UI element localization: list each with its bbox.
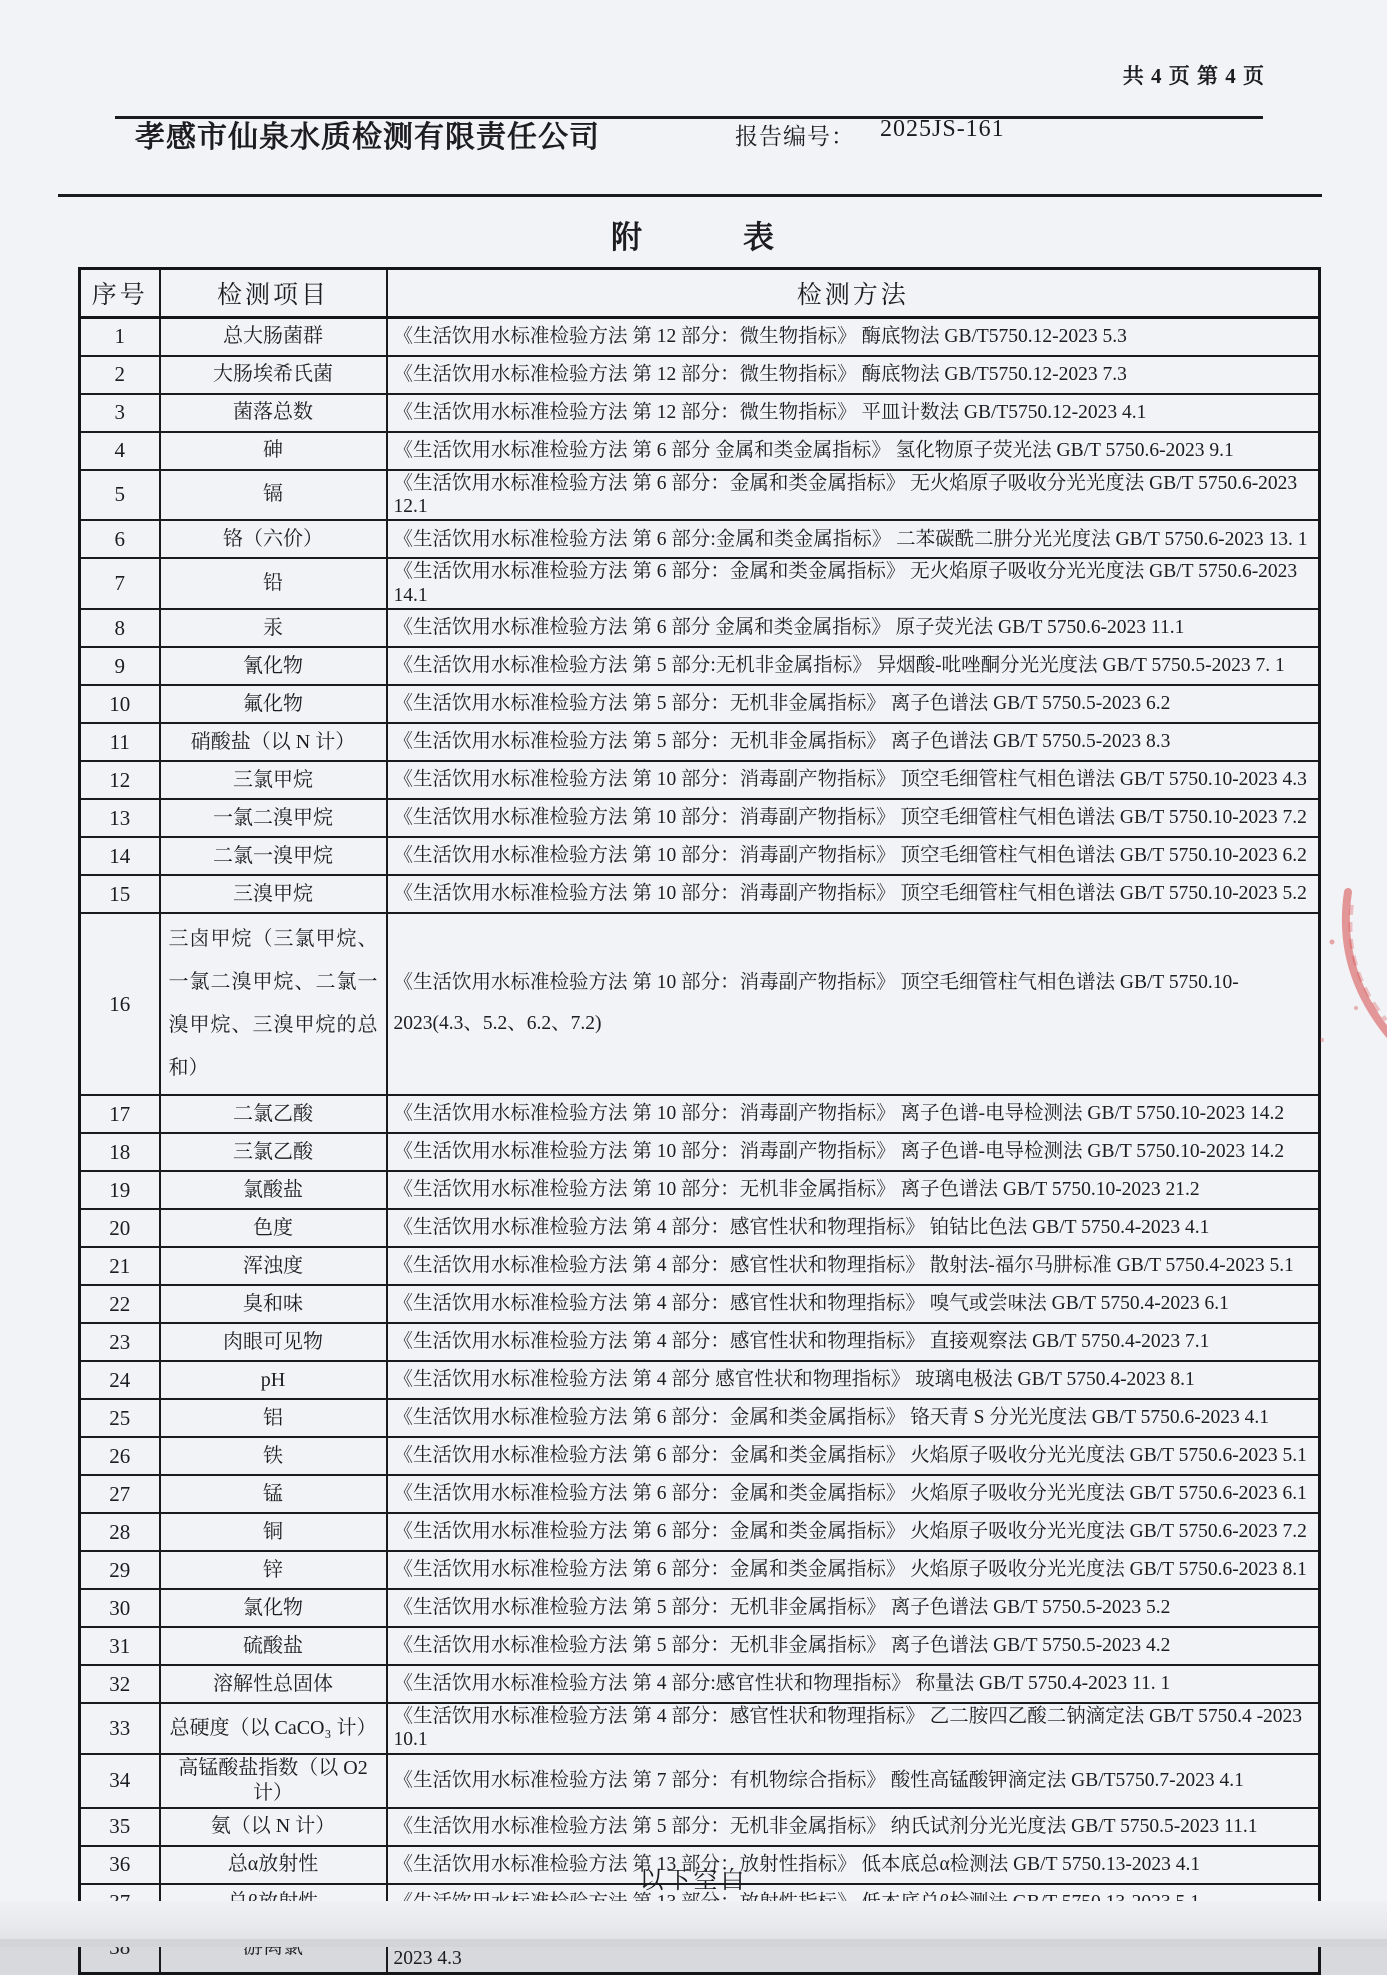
table-row — [80, 913, 1320, 1095]
row-seq-cell: 2 — [80, 356, 160, 394]
row-method-cell: 《生活饮用水标准检验方法 第 12 部分：微生物指标》 酶底物法 GB/T5750.12-2023 7.3 — [387, 356, 1320, 394]
row-item-cell: 铬（六价） — [160, 520, 387, 558]
row-method-cell: 《生活饮用水标准检验方法 第 4 部分：感官性状和物理指标》 直接观察法 GB/T 5750.4-2023 7.1 — [387, 1323, 1320, 1361]
row-method-cell: 《生活饮用水标准检验方法 第 5 部分：无机非金属指标》 纳氏试剂分光光度法 GB/T 5750.5-2023 11.1 — [387, 1808, 1320, 1846]
row-seq-cell: 10 — [80, 685, 160, 723]
row-seq-cell: 14 — [80, 837, 160, 875]
row-method-cell: 《生活饮用水标准检验方法 第 6 部分：金属和类金属指标》 火焰原子吸收分光光度法 GB/T 5750.6-2023 6.1 — [387, 1475, 1320, 1513]
row-seq-cell: 9 — [80, 647, 160, 685]
row-method-cell: 《生活饮用水标准检验方法 第 4 部分：感官性状和物理指标》 散射法-福尔马肼标准 GB/T 5750.4-2023 5.1 — [387, 1247, 1320, 1285]
row-method-cell: 《生活饮用水标准检验方法 第 6 部分 金属和类金属指标》 原子荧光法 GB/T 5750.6-2023 11.1 — [387, 609, 1320, 647]
row-seq-cell: 19 — [80, 1171, 160, 1209]
table-row — [80, 837, 1320, 875]
row-method-cell: 《生活饮用水标准检验方法 第 4 部分 感官性状和物理指标》 玻璃电极法 GB/T 5750.4-2023 8.1 — [387, 1361, 1320, 1399]
row-method-cell: 《生活饮用水标准检验方法 第 6 部分 金属和类金属指标》 氢化物原子荧光法 GB/T 5750.6-2023 9.1 — [387, 432, 1320, 470]
row-item-cell: 锌 — [160, 1551, 387, 1589]
row-method-cell: 《生活饮用水标准检验方法 第 4 部分：感官性状和物理指标》 铂钴比色法 GB/T 5750.4-2023 4.1 — [387, 1209, 1320, 1247]
row-seq-cell: 11 — [80, 723, 160, 761]
row-method-cell: 《生活饮用水标准检验方法 第 10 部分：消毒副产物指标》 顶空毛细管柱气相色谱法 GB/T 5750.10-2023 5.2 — [387, 875, 1320, 913]
row-method-cell: 2023 4.3 — [387, 1922, 1320, 1973]
row-item-cell: 硝酸盐（以 N 计） — [160, 723, 387, 761]
row-seq-cell: 4 — [80, 432, 160, 470]
row-method-cell: 《生活饮用水标准检验方法 第 5 部分：无机非金属指标》 离子色谱法 GB/T 5750.5-2023 4.2 — [387, 1627, 1320, 1665]
table-row — [80, 1551, 1320, 1589]
table-header-row — [80, 269, 1320, 318]
table-row — [80, 799, 1320, 837]
row-seq-cell: 31 — [80, 1627, 160, 1665]
table-row — [80, 1665, 1320, 1703]
row-item-cell: 臭和味 — [160, 1285, 387, 1323]
row-item-cell: 总大肠菌群 — [160, 318, 387, 356]
row-item-cell: 氰化物 — [160, 647, 387, 685]
row-item-cell: 镉 — [160, 470, 387, 521]
table-row — [80, 1808, 1320, 1846]
row-method-cell: 《生活饮用水标准检验方法 第 12 部分：微生物指标》 平皿计数法 GB/T5750.12-2023 4.1 — [387, 394, 1320, 432]
table-row — [80, 470, 1320, 521]
table-row — [80, 647, 1320, 685]
row-item-cell: 二氯一溴甲烷 — [160, 837, 387, 875]
table-row — [80, 1361, 1320, 1399]
table-row — [80, 1285, 1320, 1323]
scan-edge-line — [0, 1939, 1387, 1947]
row-seq-cell: 26 — [80, 1437, 160, 1475]
row-seq-cell: 1 — [80, 318, 160, 356]
row-seq-cell: 28 — [80, 1513, 160, 1551]
row-item-cell: 汞 — [160, 609, 387, 647]
row-item-cell: 高锰酸盐指数（以 O2 计） — [160, 1754, 387, 1808]
row-item-cell: 大肠埃希氏菌 — [160, 356, 387, 394]
row-seq-cell: 13 — [80, 799, 160, 837]
row-method-cell: 《生活饮用水标准检验方法 第 4 部分:感官性状和物理指标》 称量法 GB/T 5750.4-2023 11. 1 — [387, 1665, 1320, 1703]
table-row — [80, 609, 1320, 647]
row-seq-cell: 8 — [80, 609, 160, 647]
row-seq-cell: 6 — [80, 520, 160, 558]
row-method-cell: 《生活饮用水标准检验方法 第 4 部分：感官性状和物理指标》 嗅气或尝味法 GB/T 5750.4-2023 6.1 — [387, 1285, 1320, 1323]
table-row — [80, 1095, 1320, 1133]
table-row — [80, 1133, 1320, 1171]
table-row — [80, 1437, 1320, 1475]
row-item-cell: 肉眼可见物 — [160, 1323, 387, 1361]
methods-table — [78, 267, 1321, 1975]
table-row — [80, 1627, 1320, 1665]
table-row — [80, 1247, 1320, 1285]
row-method-cell: 《生活饮用水标准检验方法 第 5 部分：无机非金属指标》 离子色谱法 GB/T 5750.5-2023 6.2 — [387, 685, 1320, 723]
header-rule-bottom — [58, 194, 1322, 197]
table-row — [80, 1589, 1320, 1627]
table-row — [80, 1209, 1320, 1247]
row-method-cell: 《生活饮用水标准检验方法 第 10 部分：无机非金属指标》 离子色谱法 GB/T 5750.10-2023 21.2 — [387, 1171, 1320, 1209]
row-item-cell: 菌落总数 — [160, 394, 387, 432]
row-method-cell: 《生活饮用水标准检验方法 第 6 部分：金属和类金属指标》 火焰原子吸收分光光度法 GB/T 5750.6-2023 7.2 — [387, 1513, 1320, 1551]
row-seq-cell: 22 — [80, 1285, 160, 1323]
row-seq-cell: 18 — [80, 1133, 160, 1171]
row-method-cell: 《生活饮用水标准检验方法 第 10 部分：消毒副产物指标》 离子色谱-电导检测法 GB/T 5750.10-2023 14.2 — [387, 1095, 1320, 1133]
table-row — [80, 558, 1320, 609]
row-method-cell: 《生活饮用水标准检验方法 第 10 部分：消毒副产物指标》 顶空毛细管柱气相色谱法 GB/T 5750.10-2023(4.3、5.2、6.2、7.2) — [387, 913, 1320, 1095]
row-item-cell: 铅 — [160, 558, 387, 609]
row-item-cell: 三氯甲烷 — [160, 761, 387, 799]
row-method-cell: 《生活饮用水标准检验方法 第 6 部分：金属和类金属指标》 铬天青 S 分光光度法 GB/T 5750.6-2023 4.1 — [387, 1399, 1320, 1437]
table-row — [80, 520, 1320, 558]
row-method-cell: 《生活饮用水标准检验方法 第 12 部分：微生物指标》 酶底物法 GB/T5750.12-2023 5.3 — [387, 318, 1320, 356]
row-item-cell: pH — [160, 1361, 387, 1399]
table-row — [80, 1754, 1320, 1808]
row-seq-cell: 36 — [80, 1846, 160, 1884]
row-item-cell: 二氯乙酸 — [160, 1095, 387, 1133]
row-item-cell: 总硬度（以 CaCO₃ 计） — [160, 1703, 387, 1754]
row-seq-cell: 23 — [80, 1323, 160, 1361]
report-header — [135, 110, 1325, 156]
table-row — [80, 1171, 1320, 1209]
row-method-cell: 《生活饮用水标准检验方法 第 10 部分：消毒副产物指标》 离子色谱-电导检测法 GB/T 5750.10-2023 14.2 — [387, 1133, 1320, 1171]
table-row — [80, 1475, 1320, 1513]
table-row — [80, 356, 1320, 394]
row-method-cell: 《生活饮用水标准检验方法 第 10 部分：消毒副产物指标》 顶空毛细管柱气相色谱法 GB/T 5750.10-2023 7.2 — [387, 799, 1320, 837]
row-item-cell: 一氯二溴甲烷 — [160, 799, 387, 837]
report-number: 2025JS-161 — [880, 116, 1005, 142]
row-item-cell: 三溴甲烷 — [160, 875, 387, 913]
table-row — [80, 318, 1320, 356]
row-item-cell: 铜 — [160, 1513, 387, 1551]
row-item-cell: 铁 — [160, 1437, 387, 1475]
row-item-cell: 铝 — [160, 1399, 387, 1437]
table-row — [80, 1399, 1320, 1437]
table-row — [80, 1323, 1320, 1361]
row-seq-cell: 3 — [80, 394, 160, 432]
row-seq-cell: 12 — [80, 761, 160, 799]
row-seq-cell: 33 — [80, 1703, 160, 1754]
row-item-cell: 锰 — [160, 1475, 387, 1513]
row-item-cell: 三氯乙酸 — [160, 1133, 387, 1171]
page-number: 共 4 页 第 4 页 — [1122, 64, 1265, 88]
row-seq-cell: 21 — [80, 1247, 160, 1285]
row-seq-cell: 24 — [80, 1361, 160, 1399]
row-item-cell: 氯酸盐 — [160, 1171, 387, 1209]
row-method-cell: 《生活饮用水标准检验方法 第 5 部分：无机非金属指标》 离子色谱法 GB/T 5750.5-2023 5.2 — [387, 1589, 1320, 1627]
page-title: 附 表 — [611, 220, 776, 255]
row-seq-cell: 15 — [80, 875, 160, 913]
row-method-cell: 《生活饮用水标准检验方法 第 5 部分：无机非金属指标》 离子色谱法 GB/T 5750.5-2023 8.3 — [387, 723, 1320, 761]
row-seq-cell: 20 — [80, 1209, 160, 1247]
row-method-cell: 《生活饮用水标准检验方法 第 10 部分：消毒副产物指标》 顶空毛细管柱气相色谱法 GB/T 5750.10-2023 4.3 — [387, 761, 1320, 799]
row-seq-cell: 34 — [80, 1754, 160, 1808]
table-row — [80, 1703, 1320, 1754]
table-row — [80, 685, 1320, 723]
row-seq-cell: 7 — [80, 558, 160, 609]
header-cell-seq: 序号 — [80, 269, 160, 318]
header-cell-method: 检测方法 — [387, 269, 1320, 318]
table-row — [80, 875, 1320, 913]
row-seq-cell: 17 — [80, 1095, 160, 1133]
table-row — [80, 1513, 1320, 1551]
header-cell-item: 检测项目 — [160, 269, 387, 318]
row-item-cell: 硫酸盐 — [160, 1627, 387, 1665]
row-seq-cell: 25 — [80, 1399, 160, 1437]
row-item-cell: 砷 — [160, 432, 387, 470]
row-item-cell: 总α放射性 — [160, 1846, 387, 1884]
row-seq-cell: 30 — [80, 1589, 160, 1627]
company-name: 孝感市仙泉水质检测有限责任公司 — [135, 121, 600, 154]
row-method-cell: 《生活饮用水标准检验方法 第 13 部分：放射性指标》 低本底总α检测法 GB/T 5750.13-2023 4.1 — [387, 1846, 1320, 1884]
row-method-cell: 《生活饮用水标准检验方法 第 6 部分:金属和类金属指标》 二苯碳酰二肼分光光度法 GB/T 5750.6-2023 13. 1 — [387, 520, 1320, 558]
report-number-label: 报告编号： — [735, 124, 855, 149]
methods-table-body — [80, 318, 1320, 1974]
row-seq-cell: 29 — [80, 1551, 160, 1589]
row-item-cell: 三卤甲烷（三氯甲烷、一氯二溴甲烷、二氯一溴甲烷、三溴甲烷的总和） — [160, 913, 387, 1095]
row-item-cell: 浑浊度 — [160, 1247, 387, 1285]
table-row — [80, 761, 1320, 799]
table-row — [80, 394, 1320, 432]
table-row — [80, 432, 1320, 470]
row-method-cell: 《生活饮用水标准检验方法 第 10 部分：消毒副产物指标》 顶空毛细管柱气相色谱法 GB/T 5750.10-2023 6.2 — [387, 837, 1320, 875]
row-seq-cell: 32 — [80, 1665, 160, 1703]
row-method-cell: 《生活饮用水标准检验方法 第 6 部分：金属和类金属指标》 无火焰原子吸收分光光度法 GB/T 5750.6-2023 12.1 — [387, 470, 1320, 521]
row-item-cell: 氨（以 N 计） — [160, 1808, 387, 1846]
row-seq-cell: 5 — [80, 470, 160, 521]
row-item-cell: 溶解性总固体 — [160, 1665, 387, 1703]
row-seq-cell: 16 — [80, 913, 160, 1095]
row-method-cell: 《生活饮用水标准检验方法 第 6 部分：金属和类金属指标》 火焰原子吸收分光光度法 GB/T 5750.6-2023 5.1 — [387, 1437, 1320, 1475]
row-item-cell: 氯化物 — [160, 1589, 387, 1627]
row-item-cell: 色度 — [160, 1209, 387, 1247]
row-item-cell: 氟化物 — [160, 685, 387, 723]
table-row — [80, 723, 1320, 761]
row-seq-cell: 27 — [80, 1475, 160, 1513]
row-method-cell: 《生活饮用水标准检验方法 第 5 部分:无机非金属指标》 异烟酸-吡唑酮分光光度法 GB/T 5750.5-2023 7. 1 — [387, 647, 1320, 685]
footer-note: 以下空白 — [639, 1868, 748, 1894]
row-method-cell: 《生活饮用水标准检验方法 第 6 部分：金属和类金属指标》 无火焰原子吸收分光光度法 GB/T 5750.6-2023 14.1 — [387, 558, 1320, 609]
row-method-cell: 《生活饮用水标准检验方法 第 6 部分：金属和类金属指标》 火焰原子吸收分光光度法 GB/T 5750.6-2023 8.1 — [387, 1551, 1320, 1589]
row-method-cell: 《生活饮用水标准检验方法 第 4 部分：感官性状和物理指标》 乙二胺四乙酸二钠滴定法 GB/T 5750.4 -2023 10.1 — [387, 1703, 1320, 1754]
row-seq-cell: 35 — [80, 1808, 160, 1846]
row-method-cell: 《生活饮用水标准检验方法 第 7 部分：有机物综合指标》 酸性高锰酸钾滴定法 GB/T5750.7-2023 4.1 — [387, 1754, 1320, 1808]
seal-arc — [1346, 892, 1387, 1038]
